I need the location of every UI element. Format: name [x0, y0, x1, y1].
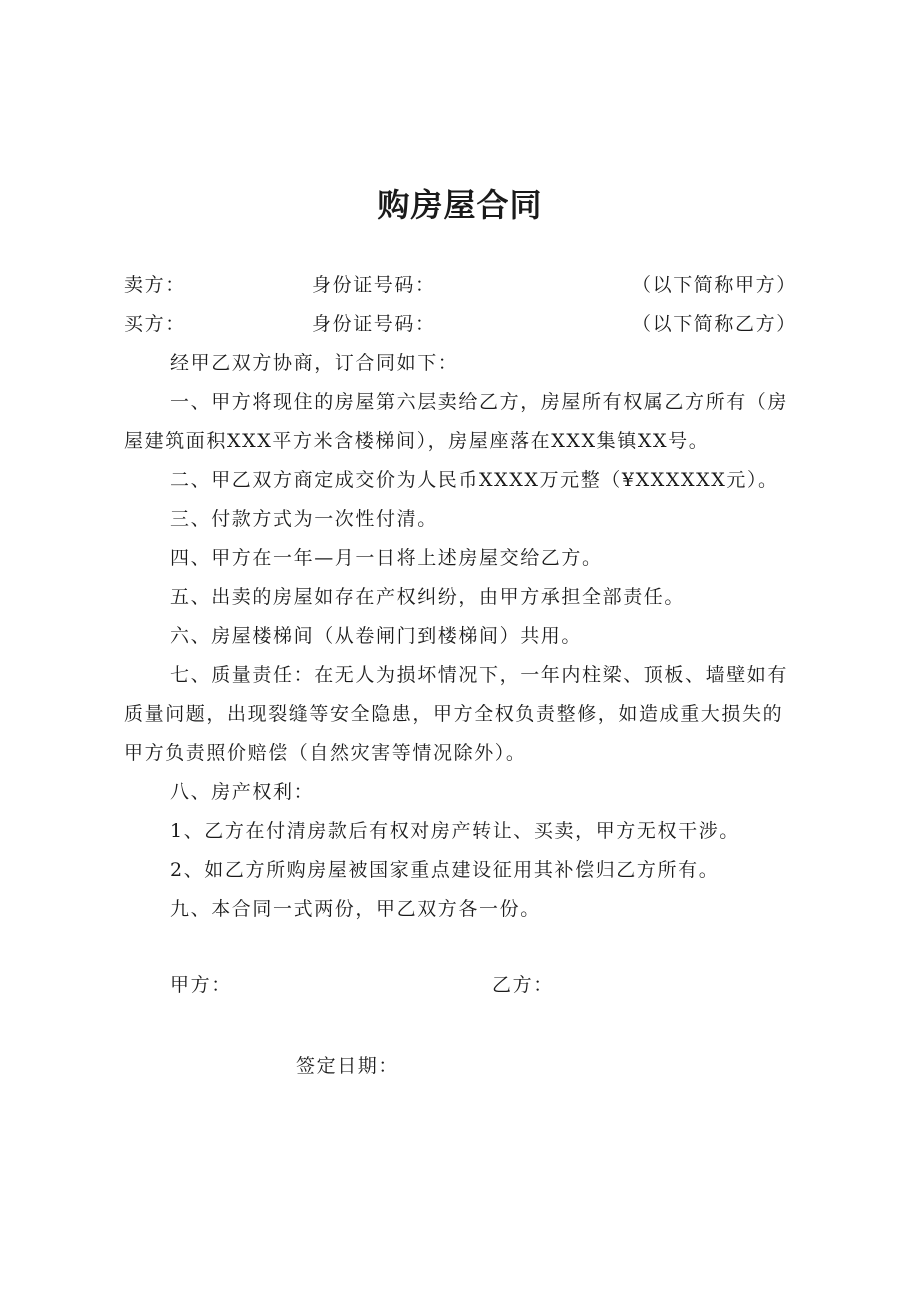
seller-alias: （以下简称甲方）: [632, 274, 797, 296]
clause-8-item-2: 2、如乙方所购房屋被国家重点建设征用其补偿归乙方所有。: [170, 859, 720, 881]
intro-paragraph: 经甲乙双方协商，订合同如下：: [170, 352, 459, 374]
clause-8: 八、房产权利：: [170, 781, 315, 803]
clause-7-line-3: 甲方负责照价赔偿（自然灾害等情况除外）。: [124, 742, 527, 764]
clause-9: 九、本合同一式两份，甲乙双方各一份。: [170, 898, 541, 920]
buyer-label: 买方：: [124, 313, 186, 335]
clause-1-line-1: 一、甲方将现住的房屋第六层卖给乙方，房屋所有权属乙方所有（房: [170, 391, 789, 413]
buyer-id-label: 身份证号码：: [312, 313, 436, 335]
party-a-signature-label: 甲方：: [170, 974, 232, 996]
clause-4: 四、甲方在一年—月一日将上述房屋交给乙方。: [170, 547, 603, 569]
seller-label: 卖方：: [124, 274, 186, 296]
page-title: 购房屋合同: [377, 186, 543, 224]
signing-date-label: 签定日期：: [296, 1055, 400, 1077]
clause-7-line-1: 七、质量责任：在无人为损坏情况下，一年内柱梁、顶板、墙壁如有: [170, 664, 789, 686]
seller-id-label: 身份证号码：: [312, 274, 436, 296]
buyer-alias: （以下简称乙方）: [632, 313, 797, 335]
clause-6: 六、房屋楼梯间（从卷闸门到楼梯间）共用。: [170, 625, 583, 647]
party-b-signature-label: 乙方：: [492, 974, 554, 996]
clause-2: 二、甲乙双方商定成交价为人民币XXXX万元整（¥XXXXXX元）。: [170, 469, 779, 491]
clause-7-line-2: 质量问题，出现裂缝等安全隐患，甲方全权负责整修，如造成重大损失的: [124, 703, 784, 725]
clause-5: 五、出卖的房屋如存在产权纠纷，由甲方承担全部责任。: [170, 586, 686, 608]
clause-1-line-2: 屋建筑面积XXX平方米含楼梯间），房屋座落在XXX集镇XX号。: [124, 430, 710, 452]
clause-8-item-1: 1、乙方在付清房款后有权对房产转让、买卖，甲方无权干涉。: [170, 820, 740, 842]
clause-3: 三、付款方式为一次性付清。: [170, 508, 438, 530]
